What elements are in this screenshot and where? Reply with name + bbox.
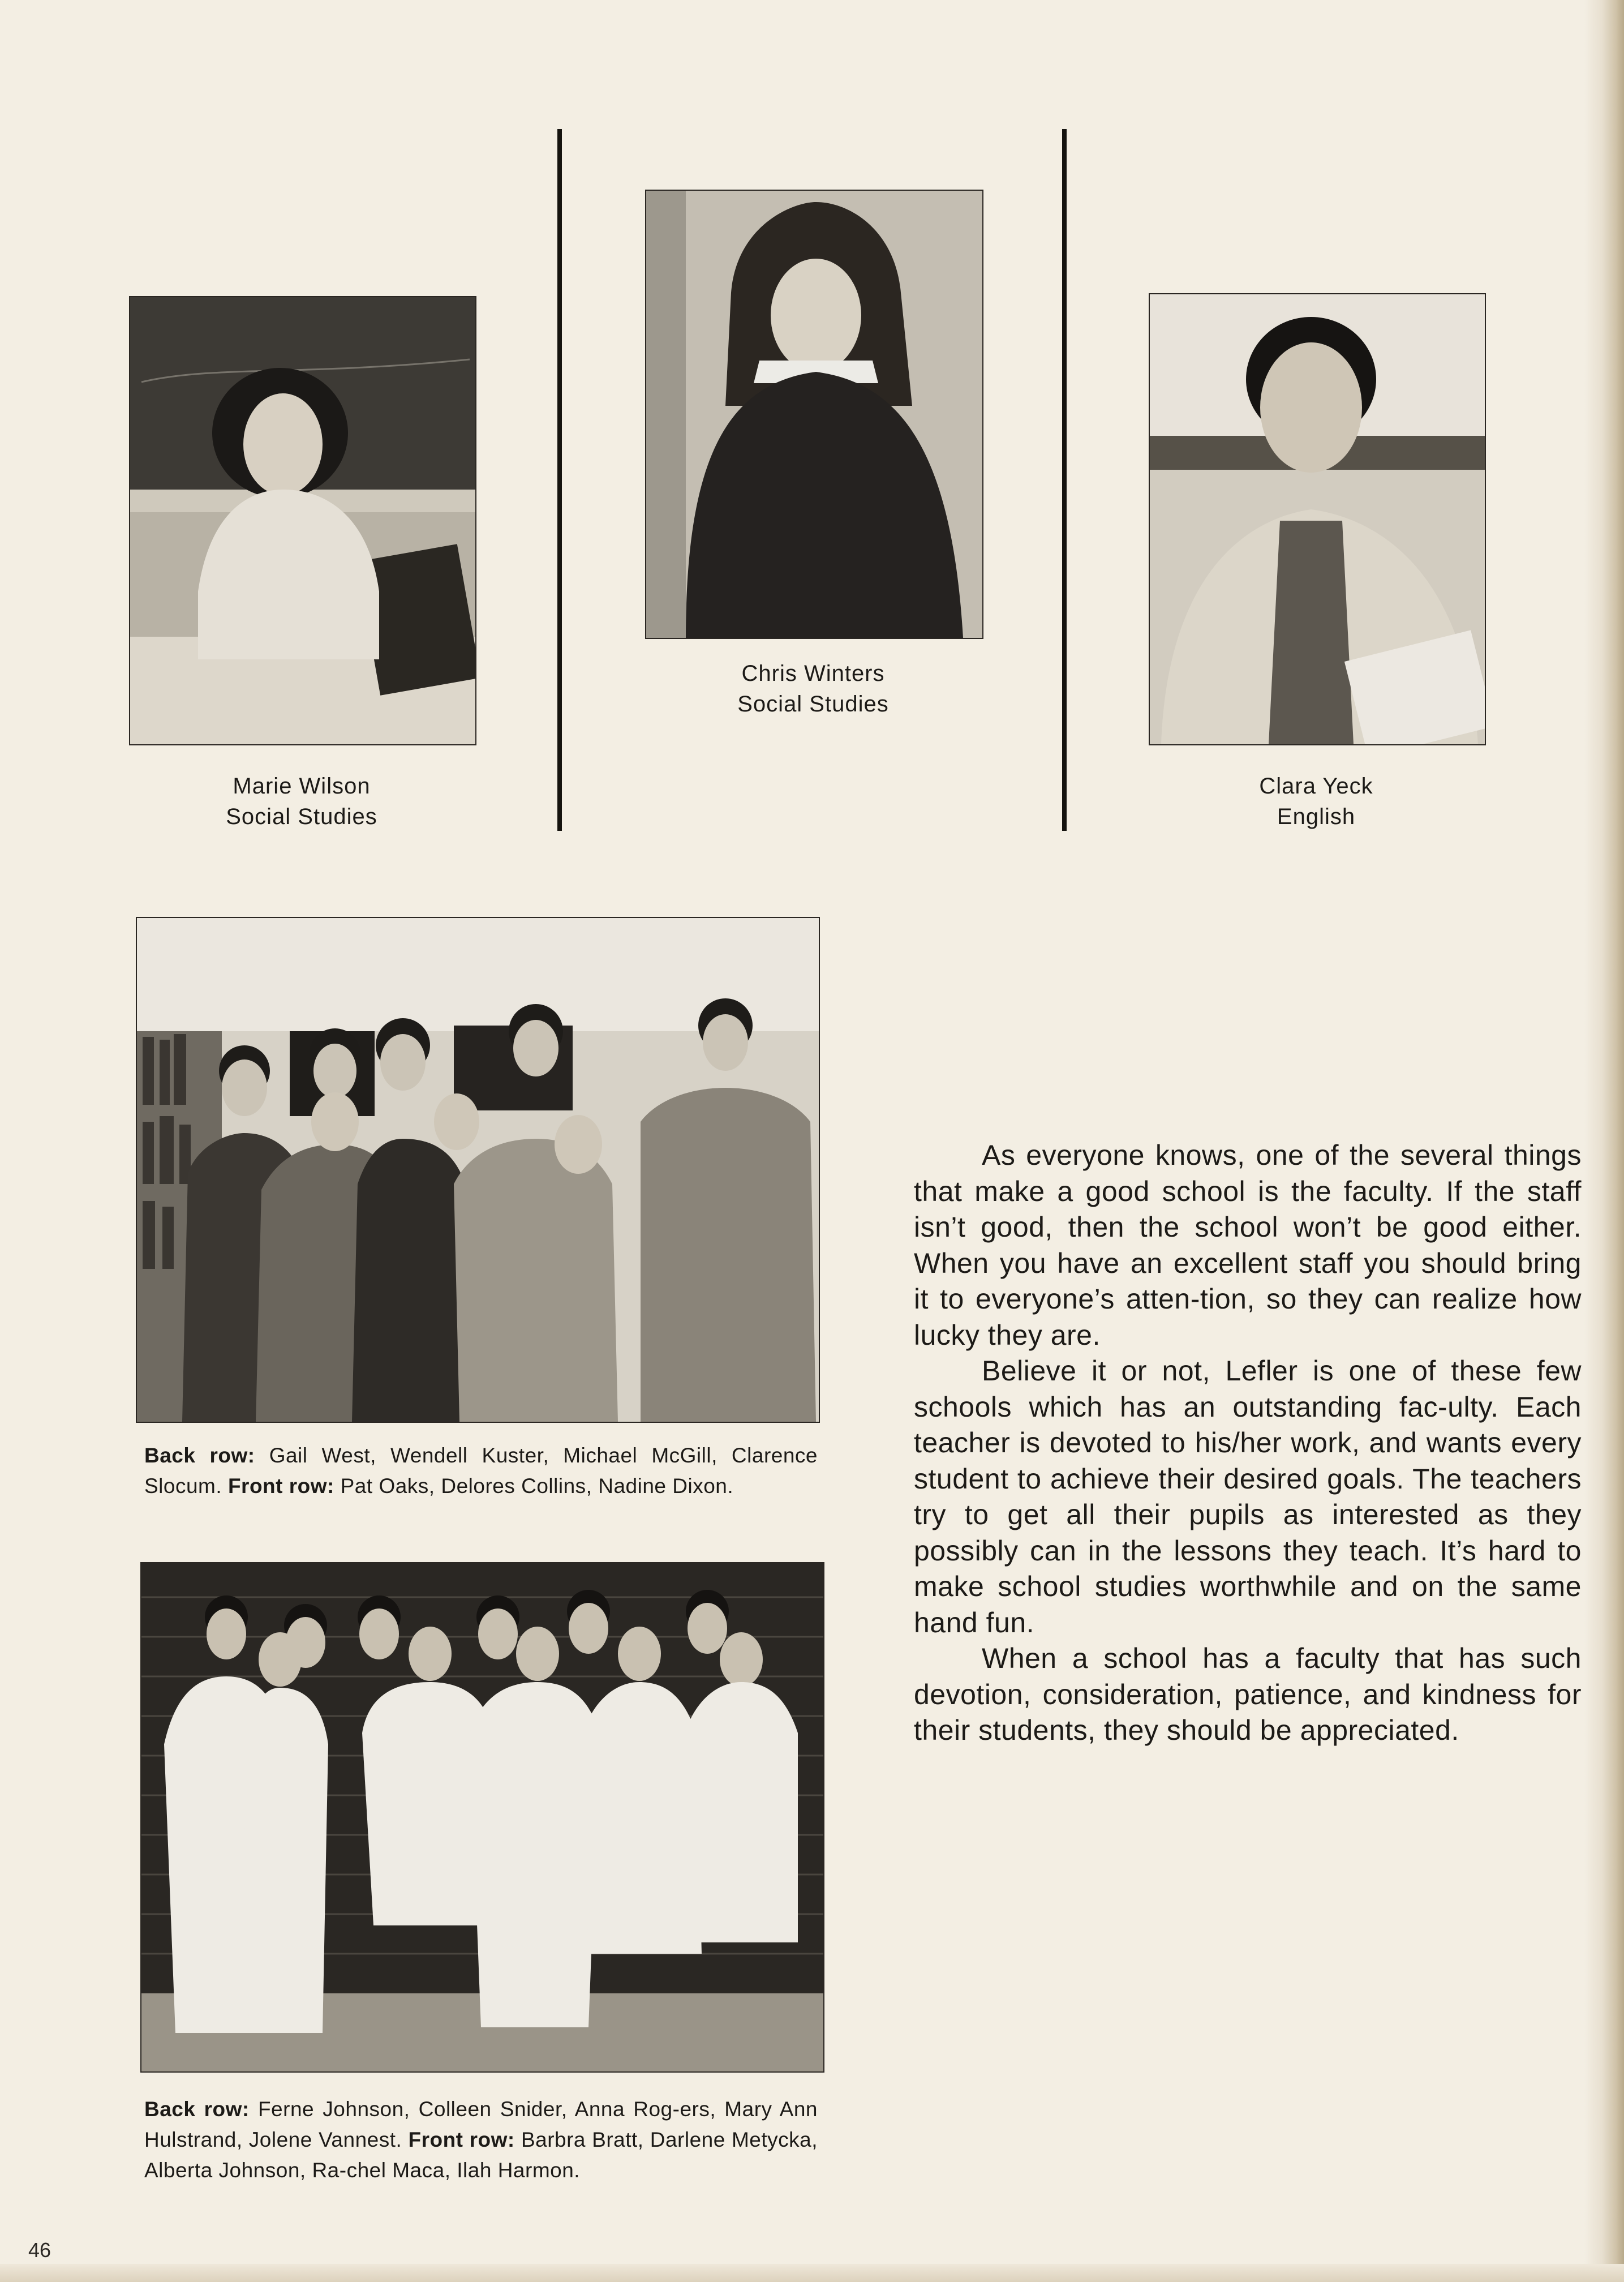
teacher-subject: English	[1277, 804, 1356, 829]
teacher-name: Clara Yeck	[1259, 774, 1373, 799]
teacher-subject: Social Studies	[737, 692, 889, 717]
teacher-subject: Social Studies	[226, 804, 377, 829]
portrait-caption-1	[129, 771, 474, 832]
portrait-photo-marie-wilson	[129, 296, 476, 745]
front-row-names: Pat Oaks, Delores Collins, Nadine Dixon.	[340, 1474, 734, 1498]
column-divider-1	[557, 129, 562, 831]
faculty-article	[914, 1138, 1582, 1749]
portrait-photo-clara-yeck	[1149, 293, 1486, 745]
article-paragraph: Believe it or not, Lefler is one of these few schools which has an outstanding fac-ulty. Each teacher is devoted to his/her work, and wants every student to achieve their desired goals. The teachers try to get all their pupils as interested as they possibly can in the lessons they teach. It’s hard to make school studies worthwhile and on the same hand fun.	[914, 1355, 1582, 1638]
page-binding-edge	[1584, 0, 1624, 2282]
front-row-names: Barbra Bratt, Darlene Metycka, Alberta Johnson, Ra-chel Maca, Ilah Harmon.	[144, 2128, 818, 2182]
portrait-caption-2	[645, 658, 981, 719]
portrait-caption-3	[1149, 771, 1484, 832]
column-divider-2	[1062, 129, 1067, 831]
back-row-names: Ferne Johnson, Colleen Snider, Anna Rog-ers, Mary Ann Hulstrand, Jolene Vannest.	[144, 2097, 818, 2151]
teacher-name: Chris Winters	[741, 661, 885, 686]
page-bottom-edge	[0, 2264, 1624, 2282]
group-photo-cooks	[140, 1562, 824, 2073]
page-number: 46	[28, 2238, 51, 2262]
article-paragraph: As everyone knows, one of the several things that make a good school is the faculty. If the staff isn’t good, then the school won’t be good either. When you have an excellent staff you should bring it to everyone’s atten-tion, so they can realize how lucky they are.	[914, 1139, 1582, 1351]
back-row-names: Gail West, Wendell Kuster, Michael McGill, Clarence Slocum.	[144, 1444, 818, 1498]
article-paragraph: When a school has a faculty that has such devotion, consideration, patience, and kindness for their students, they should be appreciated.	[914, 1642, 1582, 1746]
group-caption-staff	[144, 1440, 818, 1502]
back-row-label: Back row:	[144, 2097, 250, 2121]
back-row-label: Back row:	[144, 1444, 255, 1467]
front-row-label: Front row:	[408, 2128, 515, 2151]
front-row-label: Front row:	[227, 1474, 334, 1498]
portrait-photo-chris-winters	[645, 190, 983, 639]
teacher-name: Marie Wilson	[233, 774, 371, 799]
group-caption-cooks	[144, 2094, 818, 2186]
group-photo-staff	[136, 917, 820, 1423]
